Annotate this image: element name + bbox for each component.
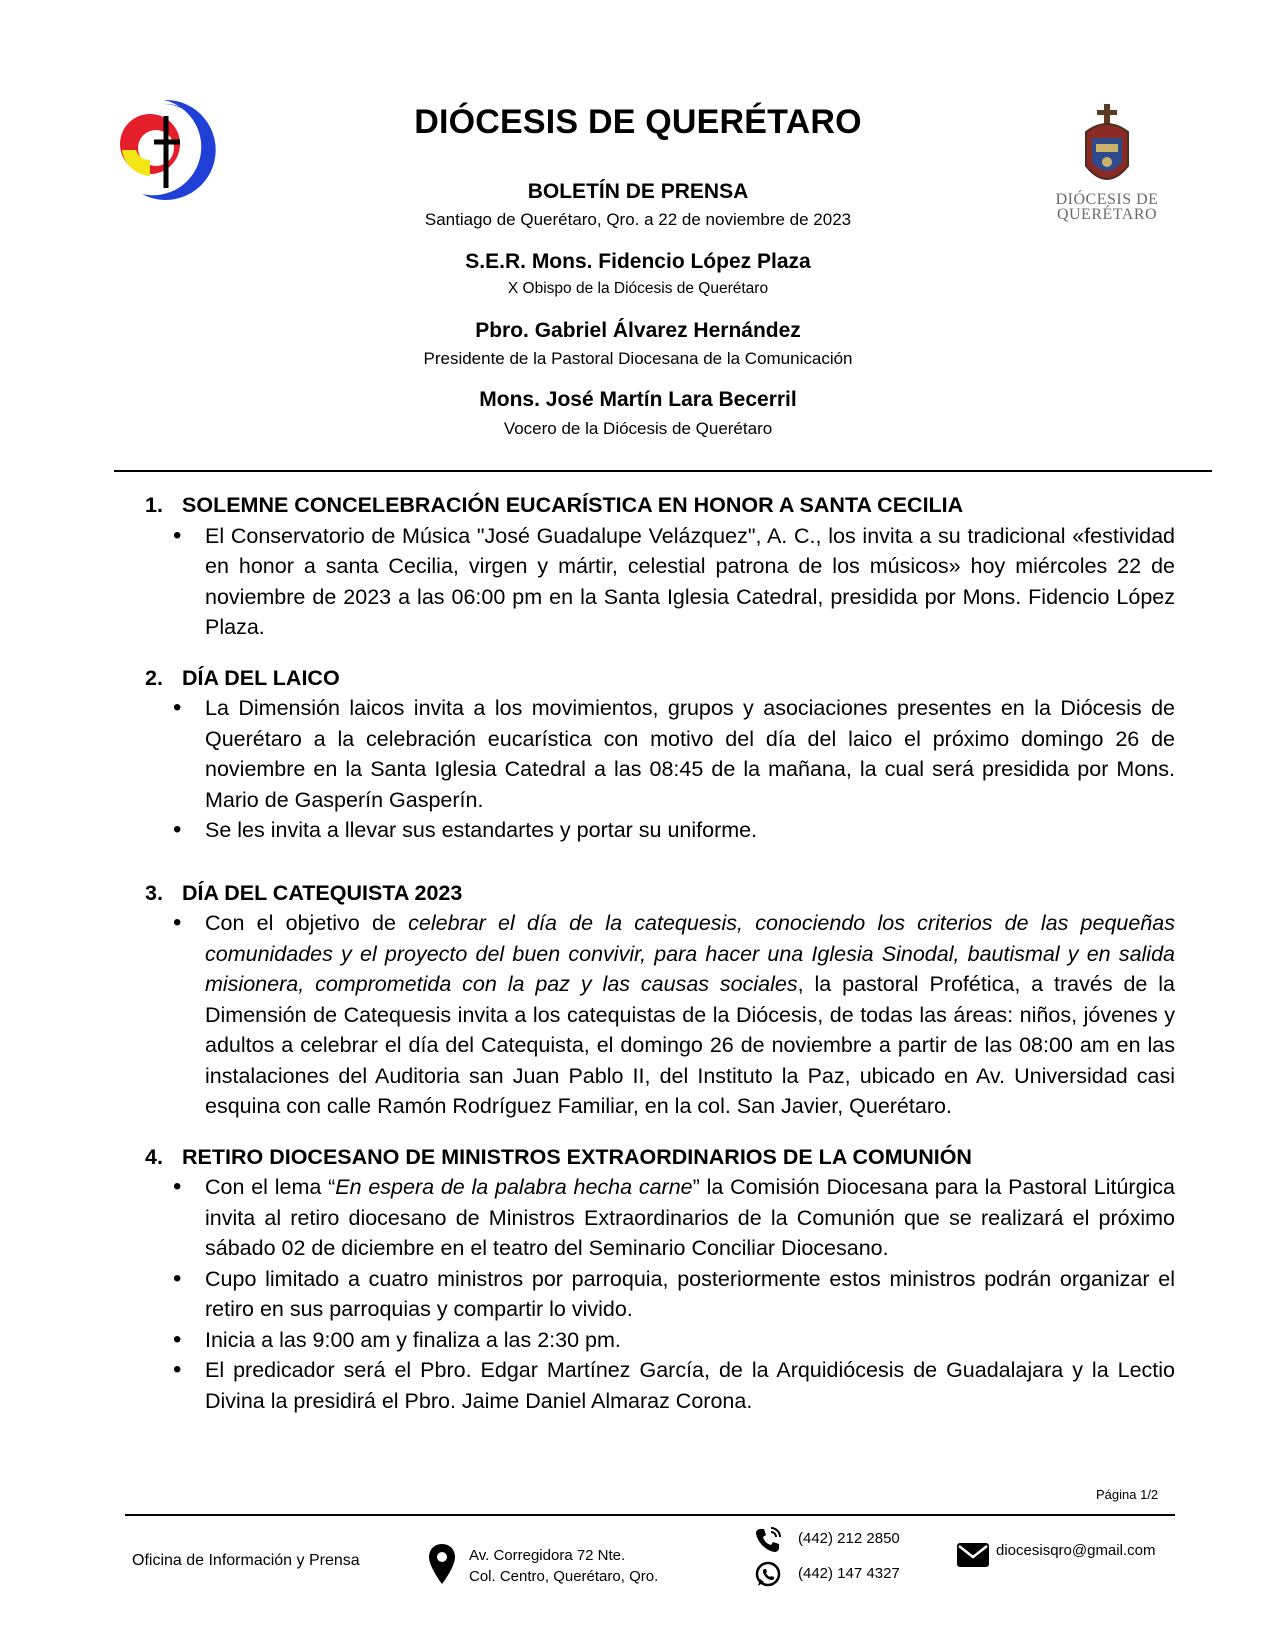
list-item: • Inicia a las 9:00 am y finaliza a las 2:30 pm. bbox=[145, 1325, 1175, 1356]
list-item: • La Dimensión laicos invita a los movimientos, grupos y asociaciones presentes en la Diócesis de Querétaro a la celebración eucarística con motivo del día del laico el próximo domingo 26 de noviembre en la Santa Iglesia Catedral a las 08:45 de la mañana, la cual será presidida por Mons. Mario de Gasperín Gasperín. bbox=[145, 693, 1175, 815]
phone-icon bbox=[754, 1526, 782, 1554]
list-item: • Con el lema “En espera de la palabra hecha carne” la Comisión Diocesana para la Pastoral Litúrgica invita al retiro diocesano de Ministros Extraordinarios de la Comunión que se realizará el próximo sábado 02 de diciembre en el teatro del Seminario Conciliar Diocesano. bbox=[145, 1172, 1175, 1264]
place-date: Santiago de Querétaro, Qro. a 22 de noviembre de 2023 bbox=[424, 210, 852, 229]
diocese-crest bbox=[1052, 104, 1162, 222]
location-pin-icon bbox=[428, 1543, 456, 1585]
page-number: Página 1/2 bbox=[1096, 1487, 1159, 1502]
list-item: • Se les invita a llevar sus estandartes y portar su uniforme. bbox=[145, 815, 1175, 846]
person-role-2: Presidente de la Pastoral Diocesana de la Comunicación bbox=[423, 349, 853, 368]
section-title: DÍA DEL CATEQUISTA 2023 bbox=[182, 880, 463, 905]
bulletin-content bbox=[145, 490, 1175, 1416]
page-title: DIÓCESIS DE QUERÉTARO bbox=[414, 103, 862, 141]
section-title: DÍA DEL LAICO bbox=[182, 665, 340, 690]
header-divider bbox=[114, 470, 1212, 472]
email-address[interactable]: diocesisqro@gmail.com bbox=[996, 1542, 1156, 1559]
list-item: • Cupo limitado a cuatro ministros por parroquia, posteriormente estos ministros podrán organizar el retiro en sus parroquias y compartir lo vivido. bbox=[145, 1264, 1175, 1325]
section-1 bbox=[145, 490, 1175, 643]
section-heading: 2. DÍA DEL LAICO bbox=[145, 663, 1175, 694]
person-name-1: S.E.R. Mons. Fidencio López Plaza bbox=[465, 250, 811, 273]
crest-icon bbox=[1078, 104, 1136, 192]
footer-divider bbox=[125, 1514, 1175, 1516]
list-item: • El Conservatorio de Música "José Guadalupe Velázquez", A. C., los invita a su tradicional «festividad en honor a santa Cecilia, virgen y mártir, celestial patrona de los músicos» hoy miércoles 22 de noviembre de 2023 a las 06:00 pm en la Santa Iglesia Catedral, presidida por Mons. Fidencio López Plaza. bbox=[145, 521, 1175, 643]
phone-number[interactable]: (442) 212 2850 bbox=[798, 1530, 900, 1547]
section-heading: 4. RETIRO DIOCESANO DE MINISTROS EXTRAORDINARIOS DE LA COMUNIÓN bbox=[145, 1142, 1175, 1173]
whatsapp-icon bbox=[754, 1560, 782, 1588]
section-heading: 1. SOLEMNE CONCELEBRACIÓN EUCARÍSTICA EN HONOR A SANTA CECILIA bbox=[145, 490, 1175, 521]
crest-text-2: QUERÉTARO bbox=[1056, 206, 1158, 223]
communication-logo bbox=[112, 98, 216, 202]
section-3 bbox=[145, 878, 1175, 1122]
list-item: • El predicador será el Pbro. Edgar Martínez García, de la Arquidiócesis de Guadalajara y la Lectio Divina la presidirá el Pbro. Jaime Daniel Almaraz Corona. bbox=[145, 1355, 1175, 1416]
email-icon bbox=[956, 1542, 990, 1568]
person-name-3: Mons. José Martín Lara Becerril bbox=[479, 388, 797, 411]
crest-text-1: DIÓCESIS DE bbox=[1055, 191, 1159, 208]
person-role-1: X Obispo de la Diócesis de Querétaro bbox=[507, 280, 769, 297]
section-4 bbox=[145, 1142, 1175, 1417]
bulletin-title: BOLETÍN DE PRENSA bbox=[527, 180, 749, 203]
office-name: Oficina de Información y Prensa bbox=[132, 1552, 360, 1569]
section-title: SOLEMNE CONCELEBRACIÓN EUCARÍSTICA EN HONOR A SANTA CECILIA bbox=[182, 493, 964, 517]
list-item: • Con el objetivo de celebrar el día de la catequesis, conociendo los criterios de las pequeñas comunidades y el proyecto del buen convivir, para hacer una Iglesia Sinodal, bautismal y en salida misionera, comprometida con la paz y las causas sociales, la pastoral Profética, a través de la Dimensión de Catequesis invita a los catequistas de la Diócesis, de todas las áreas: niños, jóvenes y adultos a celebrar el día del Catequista, el domingo 26 de noviembre a partir de las 08:00 am en las instalaciones del Auditoria san Juan Pablo II, del Instituto la Paz, ubicado en Av. Universidad casi esquina con calle Ramón Rodríguez Familiar, en la col. San Javier, Querétaro. bbox=[145, 908, 1175, 1122]
person-role-3: Vocero de la Diócesis de Querétaro bbox=[503, 419, 773, 438]
section-title: RETIRO DIOCESANO DE MINISTROS EXTRAORDINARIOS DE LA COMUNIÓN bbox=[182, 1144, 972, 1169]
address: Av. Corregidora 72 Nte. Col. Centro, Querétaro, Qro. bbox=[469, 1547, 659, 1585]
whatsapp-number[interactable]: (442) 147 4327 bbox=[798, 1565, 900, 1582]
person-name-2: Pbro. Gabriel Álvarez Hernández bbox=[475, 319, 801, 342]
section-heading: 3. DÍA DEL CATEQUISTA 2023 bbox=[145, 878, 1175, 909]
section-2 bbox=[145, 663, 1175, 846]
